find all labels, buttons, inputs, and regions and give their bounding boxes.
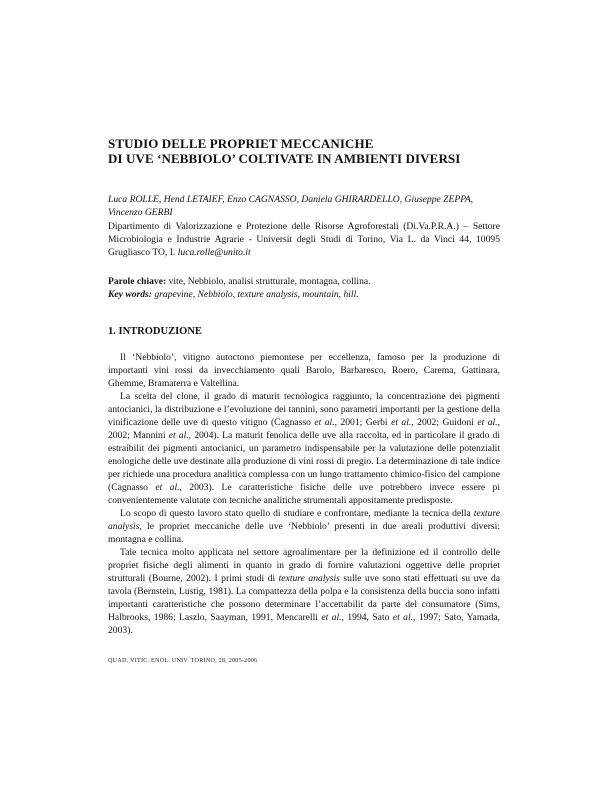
- p4-text-b: sulle uve sono stati effettuati su uve da tavola (Bernstein, Lustig, 1981). La compattezza della polpa e la consistenza della buccia sono infatti importanti caratteristiche che possono determinare l’accettabilit da parte del consumatore (Sims, Halbrooks, 1986; Laszlo, Saayman, 1991, Mencarelli: [108, 573, 500, 623]
- p2-text-e: , 2004). La maturit fenolica delle uve alla raccolta, ed in particolare il grado di estraibilit dei pigmenti antocianici, un parametro indispensabile per la valutazione delle potenzialit enologiche delle uve destinate alla produzione di vini rossi di pregio. La determinazione di tale indice per richiede una procedura analitica complessa con un lungo trattamento chimico-fisico del campione (Cagnasso: [108, 430, 500, 493]
- authors-line-2: Vincenzo GERBI: [108, 207, 173, 218]
- keywords-en-values: grapevine, Nebbiolo, texture analysis, mountain, hill.: [154, 289, 359, 300]
- paragraph-3: [108, 507, 500, 546]
- title-line-1: STUDIO DELLE PROPRIET MECCANICHE: [108, 136, 374, 151]
- p4-texture-analysis: texture analysis: [278, 573, 340, 584]
- keywords-block: [108, 275, 500, 301]
- p2-text-c: , 2002; Guidoni: [411, 417, 478, 428]
- p2-etal-3: et al.: [477, 417, 498, 428]
- p4-etal-1: et al.: [321, 612, 342, 623]
- p2-etal-5: et al.: [155, 482, 180, 493]
- p4-text-d: , 1997; Sato, Yamada, 2003).: [108, 612, 500, 636]
- body-text: [108, 351, 500, 637]
- p2-etal-1: et al.: [314, 417, 335, 428]
- keywords-italian: [108, 275, 500, 288]
- paragraph-2: [108, 390, 500, 507]
- journal-footer: QUAD. VITIC. ENOL. UNIV. TORINO, 28, 2005-2006: [108, 657, 258, 664]
- p2-etal-2: et al.: [391, 417, 412, 428]
- paragraph-4: [108, 546, 500, 637]
- p2-text-f: , 2003). Le caratteristiche fisiche delle uve potrebbero invece essere pi convenientemente valutate con tecniche analitiche strumentali appositamente predisposte.: [108, 482, 500, 506]
- p3-texture-analysis: texture analysis: [108, 508, 500, 532]
- p2-text-d: , 2002; Mannini: [108, 417, 500, 441]
- author-list: [108, 193, 500, 219]
- p4-etal-2: et al.: [392, 612, 414, 623]
- section-heading: 1. INTRODUZIONE: [108, 326, 202, 337]
- p2-text-b: , 2001; Gerbi: [334, 417, 392, 428]
- p2-text-a: La scelta del clone, il grado di maturit tecnologica raggiunto, la concentrazione dei pigmenti antocianici, la distribuzione e l’evoluzione dei tannini, sono parametri importanti per la gestione della vinificazione delle uve di questo vitigno (Cagnasso: [108, 391, 500, 428]
- affiliation: [108, 220, 500, 259]
- title-line-2: DI UVE ‘NEBBIOLO’ COLTIVATE IN AMBIENTI DIVERSI: [108, 151, 461, 166]
- author-email: luca.rolle@unito.it: [177, 247, 251, 258]
- p3-text-b: , le propriet meccaniche delle uve ‘Nebbiolo’ presenti in due areali produttivi diversi: montagna e collina.: [108, 521, 500, 545]
- paper-title: [108, 136, 528, 166]
- paragraph-1: Il ‘Nebbiolo’, vitigno autoctono piemontese per eccellenza, famoso per la produzione di importanti vini rossi da invecchiamento quali Barolo, Barbaresco, Roero, Carema, Gattinara, Ghemme, Bramaterra e Valtellina.: [108, 352, 500, 389]
- keywords-english: [108, 288, 500, 301]
- p2-etal-4: et al.: [168, 430, 189, 441]
- p3-text-a: Lo scopo di questo lavoro stato quello di studiare e confrontare, mediante la tecnica della: [120, 508, 474, 519]
- affiliation-text: Dipartimento di Valorizzazione e Protezione delle Risorse Agroforestali (Di.Va.P.R.A.) – Settore Microbiologia e Industrie Agrarie - Universit degli Studi di Torino, Via L. da Vinci 44, 10095 Grugliasco TO, I.: [108, 221, 500, 258]
- p4-text-a: Tale tecnica molto applicata nel settore agroalimentare per la definizione ed il controllo delle propriet fisiche degli alimenti in quanto in grado di fornire valutazioni oggettive delle propriet strutturali (Bourne, 2002). I primi studi di: [108, 547, 500, 584]
- keywords-en-label: Key words:: [108, 289, 152, 300]
- keywords-it-label: Parole chiave:: [108, 276, 167, 287]
- authors-line-1: Luca ROLLE, Hend LETAIEF, Enzo CAGNASSO, Daniela GHIRARDELLO, Giuseppe ZEPPA,: [108, 194, 474, 205]
- p4-text-c: , 1994, Sato: [341, 612, 393, 623]
- keywords-it-values: vite, Nebbiolo, analisi strutturale, montagna, collina.: [168, 276, 371, 287]
